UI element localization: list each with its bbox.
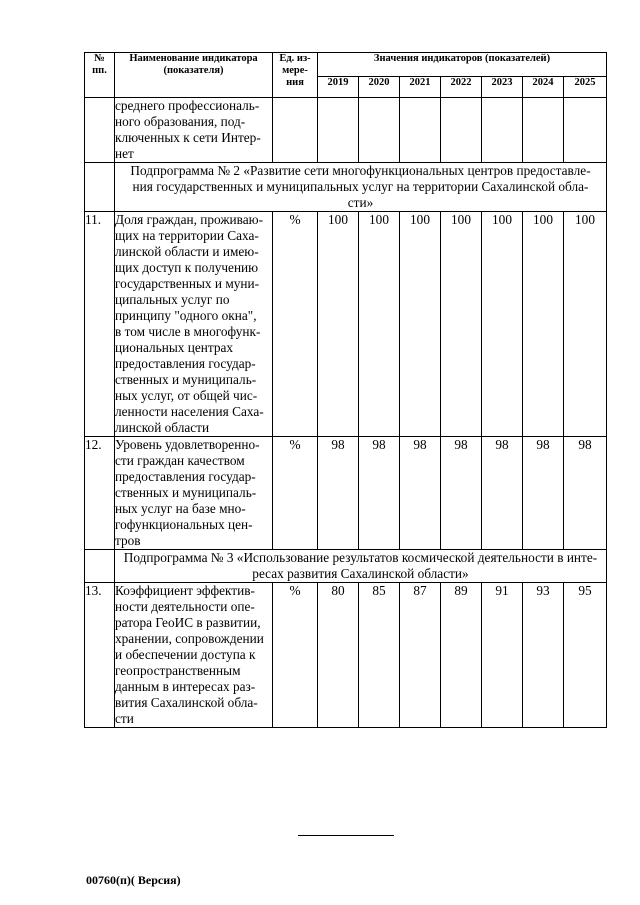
indicator-value-2020: 100: [359, 212, 400, 437]
footer-rule: [298, 835, 394, 836]
table-body: [85, 98, 607, 728]
indicator-value-2022: 89: [441, 583, 482, 728]
indicator-number: 13.: [85, 583, 115, 728]
subprogram-row: [85, 550, 607, 583]
header-values-title: Значения индикаторов (показателей): [318, 53, 607, 77]
indicator-number: 12.: [85, 437, 115, 550]
indicator-value-2019: [318, 98, 359, 163]
indicator-value-2022: 100: [441, 212, 482, 437]
indicator-number: [85, 98, 115, 163]
indicator-value-2019: 100: [318, 212, 359, 437]
header-year-2019: 2019: [318, 77, 359, 98]
indicator-row: [85, 437, 607, 550]
indicator-name: среднего профессиональ- ного образования, под- ключенных к сети Интер- нет: [115, 98, 273, 163]
indicator-value-2020: 85: [359, 583, 400, 728]
indicator-value-2025: 95: [564, 583, 607, 728]
indicator-unit: [273, 98, 318, 163]
subprogram-title: Подпрограмма № 3 «Использование результатов космической деятельности в инте- ресах развития Сахалинской области»: [115, 550, 607, 583]
header-year-2023: 2023: [482, 77, 523, 98]
header-unit: Ед. из- мере- ния: [273, 53, 318, 98]
indicator-value-2024: [523, 98, 564, 163]
indicator-value-2023: 98: [482, 437, 523, 550]
indicator-value-2024: 93: [523, 583, 564, 728]
indicator-unit: %: [273, 212, 318, 437]
indicator-value-2019: 80: [318, 583, 359, 728]
indicators-table: [84, 52, 607, 728]
indicator-value-2022: 98: [441, 437, 482, 550]
indicator-unit: %: [273, 437, 318, 550]
header-year-2021: 2021: [400, 77, 441, 98]
indicator-value-2021: 98: [400, 437, 441, 550]
indicator-number: 11.: [85, 212, 115, 437]
indicator-value-2021: 100: [400, 212, 441, 437]
subprogram-title: Подпрограмма № 2 «Развитие сети многофункциональных центров предоставле- ния государственных и муниципальных услуг на территории Сахалинской обла- сти»: [115, 163, 607, 212]
indicator-value-2019: 98: [318, 437, 359, 550]
empty-number-cell: [85, 550, 115, 583]
indicator-value-2022: [441, 98, 482, 163]
indicator-value-2025: 98: [564, 437, 607, 550]
indicator-row: [85, 212, 607, 437]
subprogram-row: [85, 163, 607, 212]
indicator-row: [85, 98, 607, 163]
indicator-value-2025: [564, 98, 607, 163]
header-year-2024: 2024: [523, 77, 564, 98]
indicator-value-2020: 98: [359, 437, 400, 550]
indicator-value-2023: 100: [482, 212, 523, 437]
indicator-value-2024: 100: [523, 212, 564, 437]
header-year-2025: 2025: [564, 77, 607, 98]
indicator-value-2021: [400, 98, 441, 163]
indicator-value-2024: 98: [523, 437, 564, 550]
indicator-unit: %: [273, 583, 318, 728]
indicator-name: Коэффициент эффектив- ности деятельности опе- ратора ГеоИС в развитии, хранении, сопровождении и обеспечении доступа к геопространственным данным в интересах раз- вития Сахалинской обла- сти: [115, 583, 273, 728]
indicator-value-2020: [359, 98, 400, 163]
indicator-name: Доля граждан, проживаю- щих на территории Саха- линской области и имею- щих доступ к получению государственных и муни- ципальных услуг по принципу "одного окна", в том числе в многофунк- циональных центрах предоставления государ- ственных и муниципаль- ных услуг, от общей чис- ленности населения Саха- линской области: [115, 212, 273, 437]
document-code: 00760(п)( Версия): [86, 873, 181, 887]
indicator-value-2025: 100: [564, 212, 607, 437]
indicator-value-2023: 91: [482, 583, 523, 728]
header-indicator-name: Наименование индикатора (показателя): [115, 53, 273, 98]
header-year-2022: 2022: [441, 77, 482, 98]
indicator-name: Уровень удовлетворенно- сти граждан качеством предоставления государ- ственных и муниципаль- ных услуг на базе мно- гофункциональных цен- тров: [115, 437, 273, 550]
header-number: № пп.: [85, 53, 115, 98]
header-year-2020: 2020: [359, 77, 400, 98]
indicator-row: [85, 583, 607, 728]
empty-number-cell: [85, 163, 115, 212]
indicator-value-2023: [482, 98, 523, 163]
indicator-value-2021: 87: [400, 583, 441, 728]
